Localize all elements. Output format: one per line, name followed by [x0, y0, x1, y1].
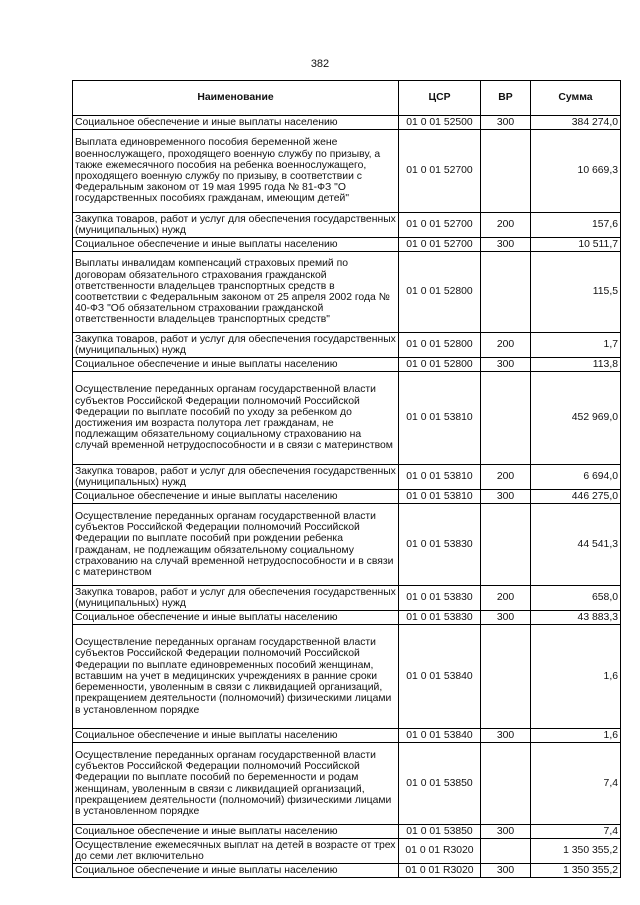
table-row — [73, 252, 621, 333]
row-csr-cell: 01 0 01 R3020 — [399, 839, 481, 864]
row-name-cell: Закупка товаров, работ и услуг для обеспечения государственных (муниципальных) нужд — [73, 465, 399, 490]
row-vr-cell — [481, 625, 531, 729]
column-header-name: Наименование — [73, 81, 399, 116]
table-row — [73, 729, 621, 743]
row-csr-cell: 01 0 01 52800 — [399, 333, 481, 358]
row-csr-cell: 01 0 01 53810 — [399, 372, 481, 465]
row-vr-cell: 200 — [481, 586, 531, 611]
table-row — [73, 358, 621, 372]
row-name-cell: Осуществление переданных органам государственной власти субъектов Российской Федерации полномочий Российской Федерации по выплате пособий по беременности и родам женщинам, уволенным в связи с ликвидацией организаций, прекращением деятельности (полномочий) физическими лицами в установленном порядке — [73, 743, 399, 825]
column-header-sum: Сумма — [531, 81, 621, 116]
row-name-cell: Социальное обеспечение и иные выплаты населению — [73, 729, 399, 743]
row-vr-cell: 300 — [481, 825, 531, 839]
row-vr-cell: 300 — [481, 116, 531, 130]
table-row — [73, 504, 621, 586]
row-name-cell: Осуществление ежемесячных выплат на детей в возрасте от трех до семи лет включительно — [73, 839, 399, 864]
table-row — [73, 238, 621, 252]
table-row — [73, 825, 621, 839]
row-name-cell: Социальное обеспечение и иные выплаты населению — [73, 116, 399, 130]
row-csr-cell: 01 0 01 52800 — [399, 358, 481, 372]
row-csr-cell: 01 0 01 52700 — [399, 238, 481, 252]
row-sum-cell: 115,5 — [531, 252, 621, 333]
row-sum-cell: 1 350 355,2 — [531, 864, 621, 878]
table-row — [73, 586, 621, 611]
row-sum-cell: 658,0 — [531, 586, 621, 611]
row-csr-cell: 01 0 01 52700 — [399, 130, 481, 213]
column-header-csr: ЦСР — [399, 81, 481, 116]
row-sum-cell: 1,7 — [531, 333, 621, 358]
row-csr-cell: 01 0 01 53830 — [399, 586, 481, 611]
row-sum-cell: 1 350 355,2 — [531, 839, 621, 864]
table-row — [73, 116, 621, 130]
table-row — [73, 743, 621, 825]
table-header-row — [73, 81, 621, 116]
row-sum-cell: 446 275,0 — [531, 490, 621, 504]
row-name-cell: Социальное обеспечение и иные выплаты населению — [73, 358, 399, 372]
row-vr-cell — [481, 743, 531, 825]
row-csr-cell: 01 0 01 53830 — [399, 611, 481, 625]
row-name-cell: Социальное обеспечение и иные выплаты населению — [73, 611, 399, 625]
column-header-vr: ВР — [481, 81, 531, 116]
row-sum-cell: 7,4 — [531, 825, 621, 839]
row-sum-cell: 10 669,3 — [531, 130, 621, 213]
row-vr-cell: 200 — [481, 465, 531, 490]
row-sum-cell: 113,8 — [531, 358, 621, 372]
row-csr-cell: 01 0 01 53840 — [399, 625, 481, 729]
row-vr-cell: 300 — [481, 611, 531, 625]
row-sum-cell: 1,6 — [531, 625, 621, 729]
row-csr-cell: 01 0 01 53840 — [399, 729, 481, 743]
row-name-cell: Закупка товаров, работ и услуг для обеспечения государственных (муниципальных) нужд — [73, 333, 399, 358]
row-name-cell: Закупка товаров, работ и услуг для обеспечения государственных (муниципальных) нужд — [73, 213, 399, 238]
row-vr-cell: 300 — [481, 238, 531, 252]
row-name-cell: Осуществление переданных органам государственной власти субъектов Российской Федерации полномочий Российской Федерации по выплате пособий по уходу за ребенком до достижения им возраста полутора лет гражданам, не подлежащим обязательному социальному страхованию на случай временной нетрудоспособности и в связи с материнством — [73, 372, 399, 465]
row-sum-cell: 384 274,0 — [531, 116, 621, 130]
table-row — [73, 130, 621, 213]
row-sum-cell: 452 969,0 — [531, 372, 621, 465]
row-vr-cell — [481, 839, 531, 864]
row-vr-cell: 200 — [481, 213, 531, 238]
row-vr-cell: 200 — [481, 333, 531, 358]
table-row — [73, 864, 621, 878]
table-row — [73, 465, 621, 490]
row-sum-cell: 44 541,3 — [531, 504, 621, 586]
row-name-cell: Социальное обеспечение и иные выплаты населению — [73, 490, 399, 504]
row-sum-cell: 6 694,0 — [531, 465, 621, 490]
table-row — [73, 625, 621, 729]
row-csr-cell: 01 0 01 53810 — [399, 465, 481, 490]
table-row — [73, 839, 621, 864]
row-sum-cell: 10 511,7 — [531, 238, 621, 252]
table-row — [73, 490, 621, 504]
row-csr-cell: 01 0 01 52700 — [399, 213, 481, 238]
row-sum-cell: 157,6 — [531, 213, 621, 238]
row-csr-cell: 01 0 01 R3020 — [399, 864, 481, 878]
row-vr-cell: 300 — [481, 490, 531, 504]
row-name-cell: Социальное обеспечение и иные выплаты населению — [73, 864, 399, 878]
row-vr-cell: 300 — [481, 729, 531, 743]
page-number: 382 — [310, 58, 330, 70]
table-row — [73, 372, 621, 465]
row-vr-cell — [481, 130, 531, 213]
row-name-cell: Выплаты инвалидам компенсаций страховых премий по договорам обязательного страхования гражданской ответственности владельцев транспортных средств в соответствии с Федеральным законом от 25 апреля 2002 года № 40-ФЗ "Об обязательном страховании гражданской ответственности владельцев транспортных средств" — [73, 252, 399, 333]
row-csr-cell: 01 0 01 53830 — [399, 504, 481, 586]
row-name-cell: Осуществление переданных органам государственной власти субъектов Российской Федерации полномочий Российской Федерации по выплате пособий при рождении ребенка гражданам, не подлежащим обязательному социальному страхованию на случай временной нетрудоспособности и в связи с материнством — [73, 504, 399, 586]
row-name-cell: Социальное обеспечение и иные выплаты населению — [73, 238, 399, 252]
row-csr-cell: 01 0 01 52500 — [399, 116, 481, 130]
row-vr-cell — [481, 252, 531, 333]
row-csr-cell: 01 0 01 52800 — [399, 252, 481, 333]
row-vr-cell: 300 — [481, 864, 531, 878]
row-name-cell: Социальное обеспечение и иные выплаты населению — [73, 825, 399, 839]
row-sum-cell: 7,4 — [531, 743, 621, 825]
row-vr-cell: 300 — [481, 358, 531, 372]
row-name-cell: Осуществление переданных органам государственной власти субъектов Российской Федерации полномочий Российской Федерации по выплате единовременных пособий женщинам, вставшим на учет в медицинских учреждениях в ранние сроки беременности, уволенным в связи с ликвидацией организаций, прекращением деятельности (полномочий) физическими лицами в установленном порядке — [73, 625, 399, 729]
row-csr-cell: 01 0 01 53850 — [399, 825, 481, 839]
table-row — [73, 611, 621, 625]
table-row — [73, 213, 621, 238]
row-vr-cell — [481, 504, 531, 586]
row-name-cell: Закупка товаров, работ и услуг для обеспечения государственных (муниципальных) нужд — [73, 586, 399, 611]
row-csr-cell: 01 0 01 53850 — [399, 743, 481, 825]
row-name-cell: Выплата единовременного пособия беременной жене военнослужащего, проходящего военную службу по призыву, а также ежемесячного пособия на ребенка военнослужащего, проходящего военную службу по призыву, в соответствии с Федеральным законом от 19 мая 1995 года № 81-ФЗ "О государственных пособиях гражданам, имеющим детей" — [73, 130, 399, 213]
budget-table — [72, 80, 621, 878]
row-vr-cell — [481, 372, 531, 465]
row-csr-cell: 01 0 01 53810 — [399, 490, 481, 504]
row-sum-cell: 43 883,3 — [531, 611, 621, 625]
row-sum-cell: 1,6 — [531, 729, 621, 743]
table-row — [73, 333, 621, 358]
